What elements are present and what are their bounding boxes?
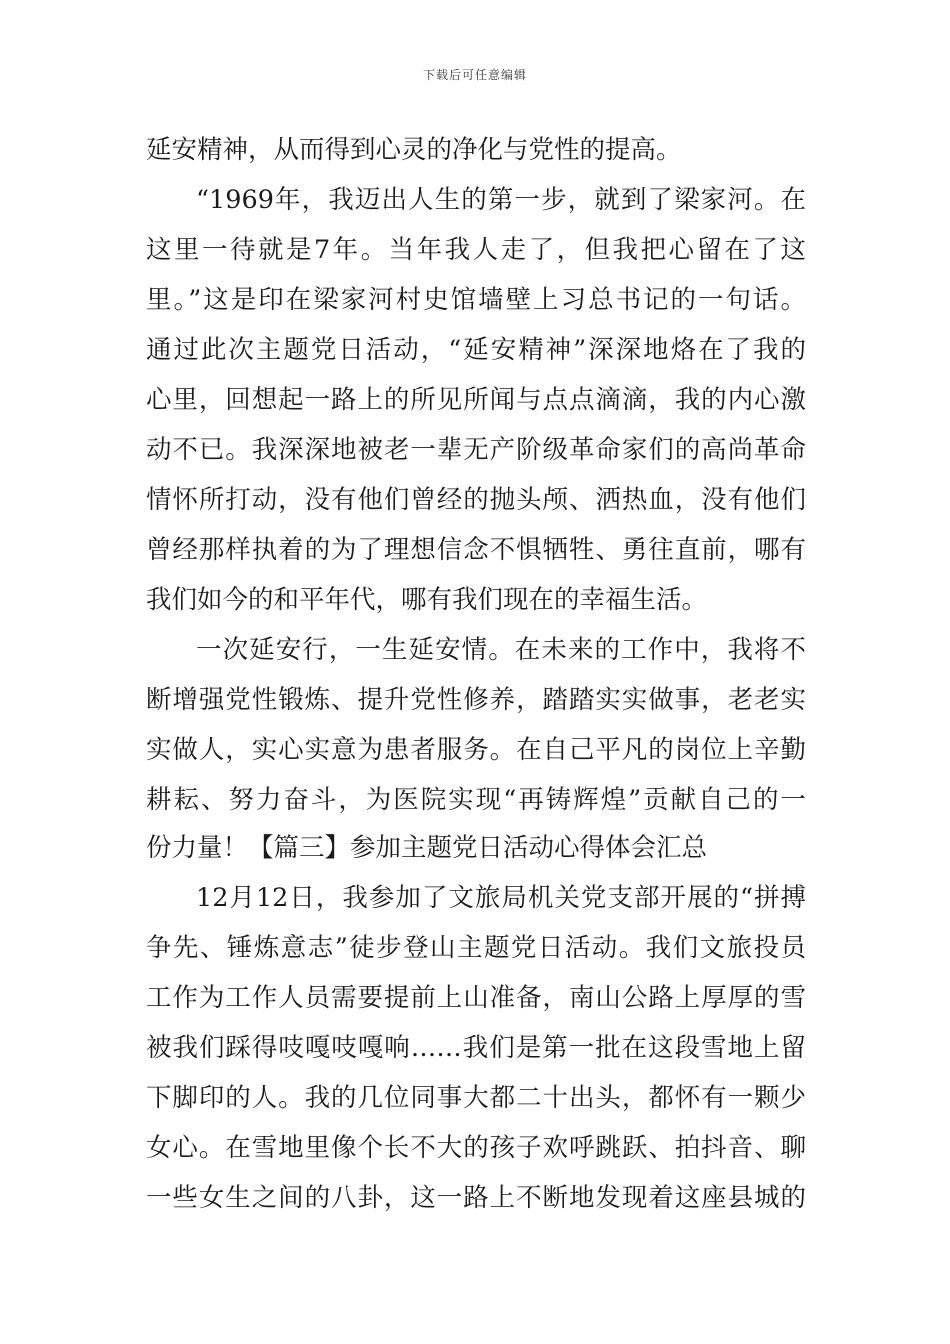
text-line: 通过此次主题党日活动，“延安精神”深深地烙在了我的 bbox=[146, 335, 806, 365]
text-line: 工作为工作人员需要提前上山准备，南山公路上厚厚的雪 bbox=[146, 983, 806, 1013]
text-line: 心里，回想起一路上的所见所闻与点点滴滴，我的内心激 bbox=[146, 385, 806, 415]
text-line: 12月12日，我参加了文旅局机关党支部开展的“拼搏 bbox=[196, 883, 806, 913]
text-line: “1969年，我迈出人生的第一步，就到了梁家河。在 bbox=[196, 185, 806, 215]
text-line: 争先、锤炼意志”徒步登山主题党日活动。我们文旅投员 bbox=[146, 933, 806, 963]
text-line: 女心。在雪地里像个长不大的孩子欢呼跳跃、拍抖音、聊 bbox=[146, 1133, 806, 1163]
text-line: 下脚印的人。我的几位同事大都二十出头，都怀有一颗少 bbox=[146, 1083, 806, 1113]
text-line: 一次延安行，一生延安情。在未来的工作中，我将不 bbox=[196, 635, 806, 665]
text-line: 这里一待就是7年。当年我人走了，但我把心留在了这 bbox=[146, 235, 806, 265]
page-header: 下载后可任意编辑 bbox=[422, 68, 527, 82]
text-line: 里。”这是印在梁家河村史馆墙壁上习总书记的一句话。 bbox=[146, 285, 806, 315]
text-line: 实做人，实心实意为患者服务。在自己平凡的岗位上辛勤 bbox=[146, 735, 806, 765]
text-line: 断增强党性锻炼、提升党性修养，踏踏实实做事，老老实 bbox=[146, 685, 806, 715]
text-line: 曾经那样执着的为了理想信念不惧牺牲、勇往直前，哪有 bbox=[146, 535, 806, 565]
text-line: 情怀所打动，没有他们曾经的抛头颅、洒热血，没有他们 bbox=[146, 485, 806, 515]
text-line: 份力量！【篇三】参加主题党日活动心得体会汇总 bbox=[146, 833, 708, 863]
text-line: 被我们踩得吱嘎吱嘎响……我们是第一批在这段雪地上留 bbox=[146, 1033, 806, 1063]
text-line: 一些女生之间的八卦，这一路上不断地发现着这座县城的 bbox=[146, 1183, 806, 1213]
text-line: 延安精神，从而得到心灵的净化与党性的提高。 bbox=[146, 135, 682, 165]
text-line: 我们如今的和平年代，哪有我们现在的幸福生活。 bbox=[146, 585, 708, 615]
text-line: 动不已。我深深地被老一辈无产阶级革命家们的高尚革命 bbox=[146, 435, 806, 465]
text-line: 耕耘、努力奋斗，为医院实现“再铸辉煌”贡献自己的一 bbox=[146, 785, 806, 815]
